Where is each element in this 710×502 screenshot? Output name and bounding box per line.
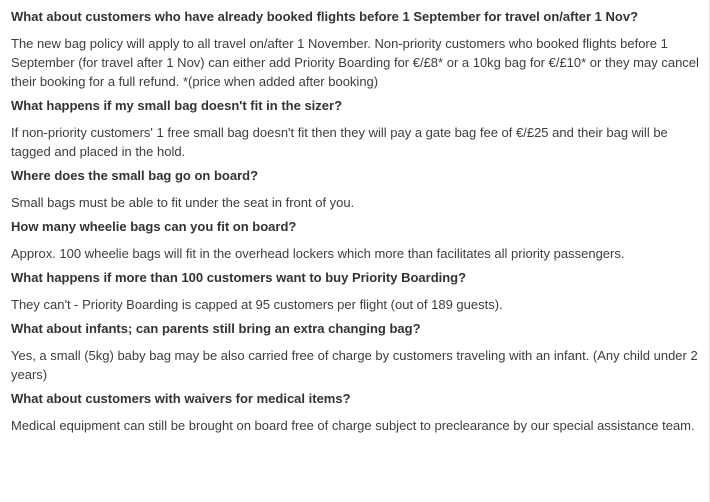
faq-answer-wheelie-bag-capacity: Approx. 100 wheelie bags will fit in the overhead lockers which more than facilitates all priority passengers. (11, 246, 625, 261)
faq-question-booked-before-september: What about customers who have already booked flights before 1 September for travel on/after 1 Nov? (11, 9, 639, 24)
faq-question-priority-boarding-cap: What happens if more than 100 customers want to buy Priority Boarding? (11, 270, 467, 285)
faq-answer-booked-before-september: The new bag policy will apply to all travel on/after 1 November. Non-priority customers who booked flights before 1 September (for travel after 1 Nov) can either add Priority Boarding for €/£8* or a 10kg bag for €/£10* or they may cancel their booking for a full refund. *(price when added after booking) (11, 36, 699, 89)
faq-question-bag-sizer: What happens if my small bag doesn't fit in the sizer? (11, 98, 343, 113)
faq-answer-small-bag-location: Small bags must be able to fit under the seat in front of you. (11, 195, 355, 210)
faq-answer-bag-sizer: If non-priority customers' 1 free small bag doesn't fit then they will pay a gate bag fee of €/£25 and their bag will be tagged and placed in the hold. (11, 125, 668, 159)
faq-question-infant-changing-bag: What about infants; can parents still bring an extra changing bag? (11, 321, 421, 336)
faq-question-small-bag-location: Where does the small bag go on board? (11, 168, 259, 183)
faq-question-wheelie-bag-capacity: How many wheelie bags can you fit on board? (11, 219, 297, 234)
faq-answer-medical-waivers: Medical equipment can still be brought on board free of charge subject to preclearance by our special assistance team. (11, 418, 695, 433)
faq-section (11, 8, 699, 441)
faq-answer-priority-boarding-cap: They can't - Priority Boarding is capped at 95 customers per flight (out of 189 guests). (11, 297, 503, 312)
faq-answer-infant-changing-bag: Yes, a small (5kg) baby bag may be also carried free of charge by customers traveling with an infant. (Any child under 2 years) (11, 348, 698, 382)
faq-question-medical-waivers: What about customers with waivers for medical items? (11, 391, 351, 406)
